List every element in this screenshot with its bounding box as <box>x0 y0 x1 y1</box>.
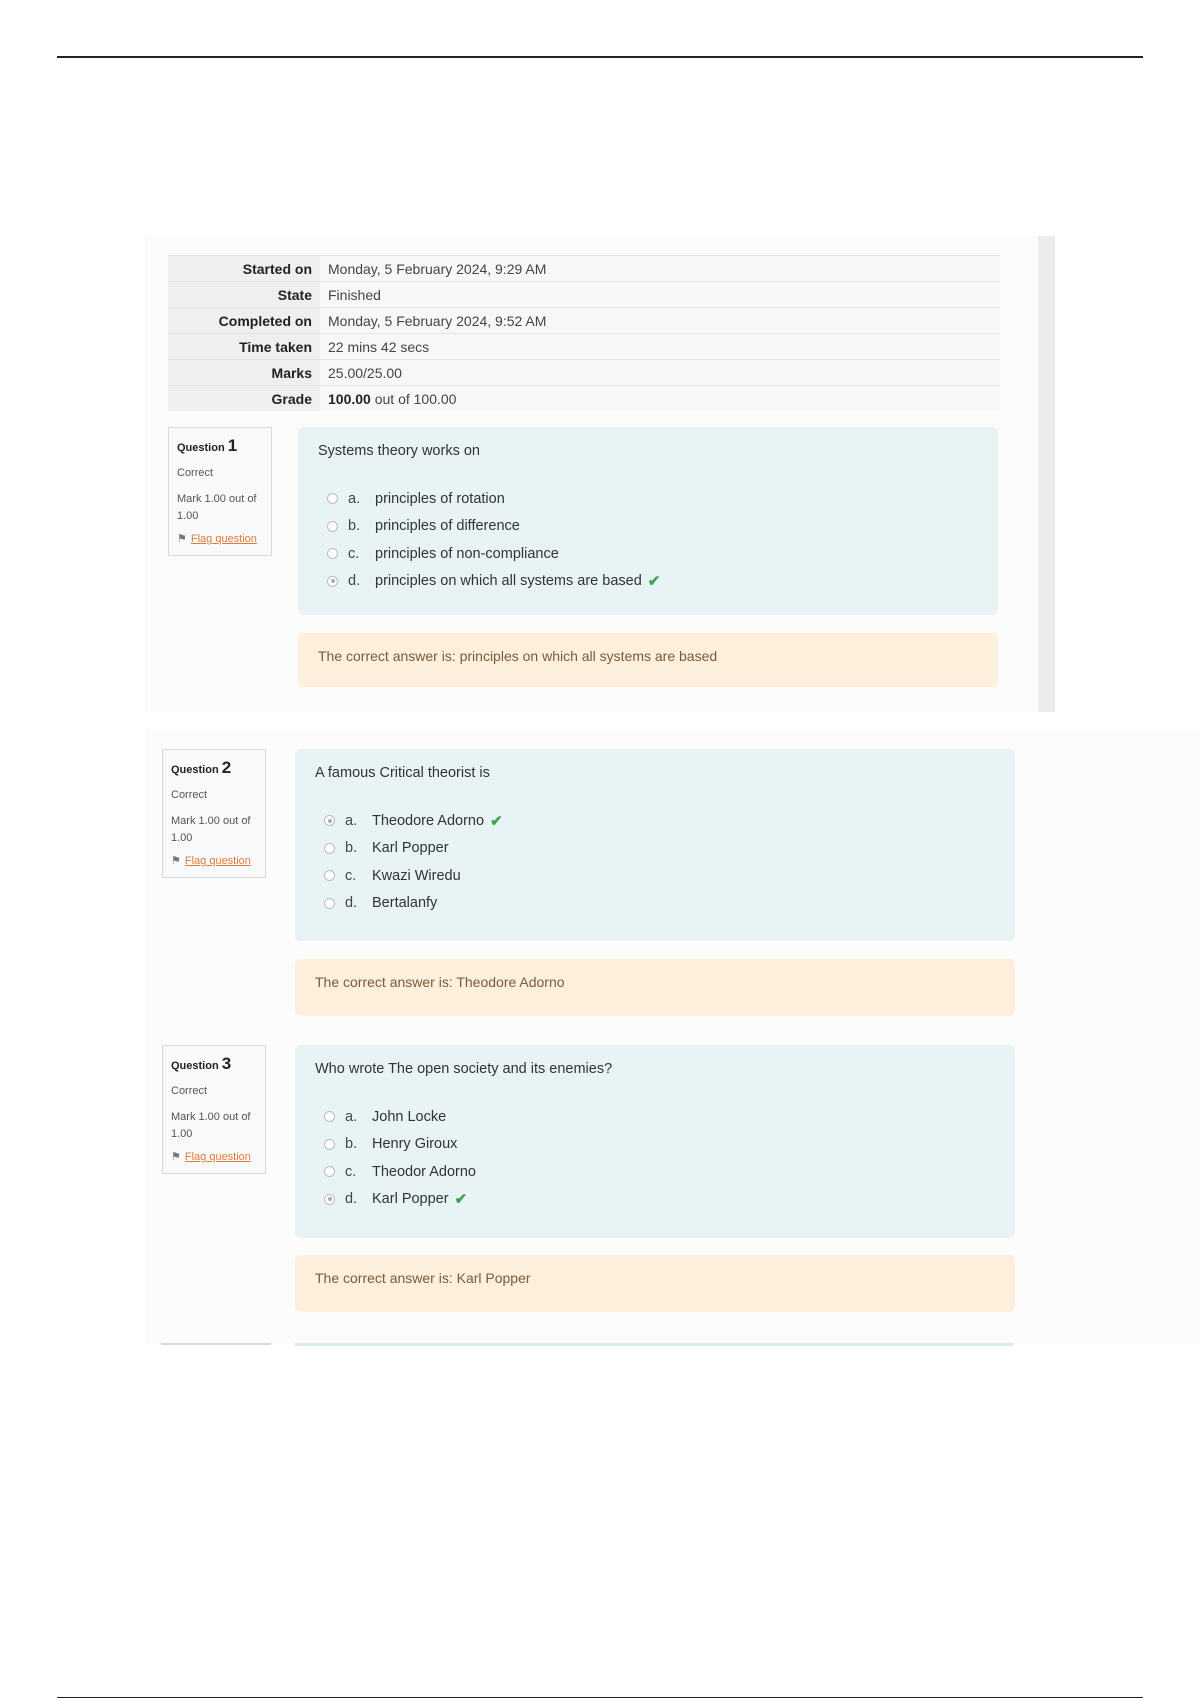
grade-suffix: out of 100.00 <box>370 390 457 407</box>
question-content <box>295 749 1015 941</box>
answer-option[interactable] <box>315 1186 995 1214</box>
summary-row-completed <box>168 308 1000 334</box>
question-content <box>295 1045 1015 1238</box>
summary-label: State <box>168 282 320 308</box>
attempt-summary-table <box>168 255 1000 411</box>
option-letter: c. <box>348 545 360 562</box>
option-letter: a. <box>345 1108 358 1125</box>
check-icon: ✔ <box>454 1191 468 1209</box>
option-letter: a. <box>345 812 358 829</box>
radio-icon[interactable] <box>324 1194 335 1205</box>
correct-answer-feedback: The correct answer is: principles on which all systems are based <box>298 633 998 687</box>
option-text: Theodore Adorno <box>372 812 485 829</box>
option-letter: a. <box>348 490 361 507</box>
summary-value: Monday, 5 February 2024, 9:52 AM <box>320 308 1000 334</box>
summary-value: Finished <box>320 282 1000 308</box>
option-letter: d. <box>345 895 358 912</box>
question-status: Correct <box>171 789 208 801</box>
question-label: Question <box>177 442 225 454</box>
flag-question-link[interactable] <box>171 1150 257 1163</box>
option-letter: b. <box>348 518 361 535</box>
radio-icon[interactable] <box>324 843 335 854</box>
option-letter: c. <box>345 1163 357 1180</box>
option-text: Kwazi Wiredu <box>372 867 461 884</box>
answer-option[interactable] <box>315 1131 995 1159</box>
question-label: Question <box>171 764 219 776</box>
question-number <box>177 436 263 456</box>
flag-icon: ⚑ <box>171 855 181 867</box>
option-text: John Locke <box>372 1108 447 1125</box>
question-number-value: 2 <box>221 758 232 777</box>
radio-icon[interactable] <box>324 1166 335 1177</box>
summary-row-time <box>168 334 1000 360</box>
option-letter: d. <box>345 1191 358 1208</box>
flag-question-label: Flag question <box>184 1151 251 1163</box>
flag-question-link[interactable] <box>177 532 263 545</box>
correct-answer-feedback: The correct answer is: Theodore Adorno <box>295 959 1015 1016</box>
check-icon: ✔ <box>647 573 661 591</box>
question-content <box>298 427 998 615</box>
radio-icon[interactable] <box>324 1139 335 1150</box>
summary-row-started <box>168 256 1000 282</box>
summary-value <box>320 386 1000 412</box>
summary-label: Completed on <box>168 308 320 334</box>
flag-icon: ⚑ <box>171 1151 181 1163</box>
option-text: Bertalanfy <box>372 895 438 912</box>
answer-option[interactable] <box>315 890 995 918</box>
question-info <box>168 427 272 556</box>
radio-icon[interactable] <box>324 898 335 909</box>
summary-label: Marks <box>168 360 320 386</box>
option-letter: c. <box>345 867 357 884</box>
grade-score: 100.00 <box>328 390 371 407</box>
radio-icon[interactable] <box>324 815 335 826</box>
radio-icon[interactable] <box>327 548 338 559</box>
option-text: Karl Popper <box>372 840 449 857</box>
option-letter: b. <box>345 1136 358 1153</box>
radio-icon[interactable] <box>327 521 338 532</box>
radio-icon[interactable] <box>327 576 338 587</box>
question-number-value: 1 <box>227 436 238 455</box>
question-label: Question <box>171 1060 219 1072</box>
page-top-rule <box>57 56 1143 58</box>
radio-icon[interactable] <box>324 870 335 881</box>
option-letter: b. <box>345 840 358 857</box>
question-number-value: 3 <box>221 1054 232 1073</box>
question-status: Correct <box>171 1085 208 1097</box>
summary-label: Started on <box>168 256 320 282</box>
summary-label: Time taken <box>168 334 320 360</box>
answer-option[interactable] <box>318 568 978 596</box>
flag-question-label: Flag question <box>190 533 257 545</box>
question-info <box>162 1045 266 1174</box>
summary-label: Grade <box>168 386 320 412</box>
question-mark: Mark 1.00 out of 1.00 <box>171 1111 251 1140</box>
summary-value: 22 mins 42 secs <box>320 334 1000 360</box>
check-icon: ✔ <box>490 812 503 830</box>
option-text: principles of rotation <box>375 490 505 507</box>
option-text: Theodor Adorno <box>372 1163 476 1180</box>
scrollbar[interactable] <box>1038 236 1055 712</box>
radio-icon[interactable] <box>324 1111 335 1122</box>
radio-icon[interactable] <box>327 493 338 504</box>
option-letter: d. <box>348 573 361 590</box>
answer-option[interactable] <box>318 485 978 513</box>
correct-answer-feedback: The correct answer is: Karl Popper <box>295 1255 1015 1312</box>
option-text: Karl Popper <box>372 1191 449 1208</box>
summary-row-grade <box>168 386 1000 412</box>
question-status: Correct <box>177 467 214 479</box>
answer-option[interactable] <box>318 513 978 541</box>
option-text: principles of difference <box>375 518 520 535</box>
option-text: principles of non-compliance <box>375 545 559 562</box>
next-question-content-edge <box>295 1343 1013 1346</box>
question-text: Who wrote The open society and its enemies? <box>315 1061 613 1077</box>
summary-value: 25.00/25.00 <box>320 360 1000 386</box>
page-bottom-rule <box>57 1697 1143 1698</box>
answer-option[interactable] <box>315 807 995 835</box>
summary-row-marks <box>168 360 1000 386</box>
question-mark: Mark 1.00 out of 1.00 <box>177 493 257 522</box>
question-mark: Mark 1.00 out of 1.00 <box>171 815 251 844</box>
question-text: Systems theory works on <box>318 443 480 459</box>
answer-option[interactable] <box>315 835 995 863</box>
question-number <box>171 758 257 778</box>
question-text: A famous Critical theorist is <box>315 765 490 781</box>
flag-question-link[interactable] <box>171 854 257 867</box>
question-number <box>171 1054 257 1074</box>
answer-option[interactable] <box>315 1158 995 1186</box>
next-question-info-edge <box>161 1343 271 1345</box>
summary-value: Monday, 5 February 2024, 9:29 AM <box>320 256 1000 282</box>
option-text: Henry Giroux <box>372 1136 458 1153</box>
option-text: principles on which all systems are based <box>375 573 642 590</box>
summary-row-state <box>168 282 1000 308</box>
flag-icon: ⚑ <box>177 533 187 545</box>
question-info <box>162 749 266 878</box>
flag-question-label: Flag question <box>184 855 251 867</box>
answer-option[interactable] <box>318 540 978 568</box>
answer-option[interactable] <box>315 1103 995 1131</box>
answer-option[interactable] <box>315 862 995 890</box>
